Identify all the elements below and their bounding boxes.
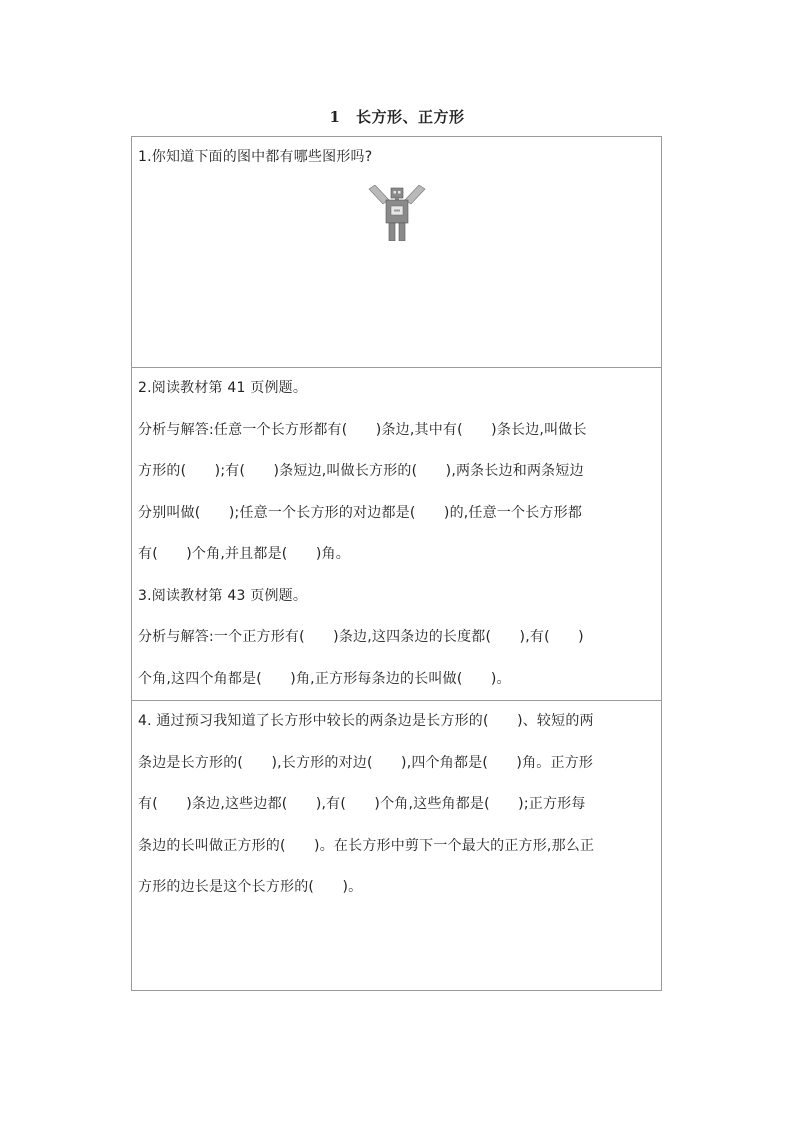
question-1-cell	[132, 137, 661, 368]
question-3-title: 3.阅读教材第 43 页例题。	[138, 587, 308, 604]
question-4-text-line-3: 有( )条边,这些边都( ),有( )个角,这些角都是( );正方形每	[138, 796, 586, 812]
worksheet-table	[131, 136, 662, 991]
robot-left-eye	[394, 191, 397, 194]
question-2-title: 2.阅读教材第 41 页例题。	[138, 380, 308, 396]
robot-neck	[395, 198, 399, 200]
question-4-text-line-5: 方形的边长是这个长方形的( )。	[138, 879, 363, 895]
question-2-text-line-2: 方形的( );有( )条短边,叫做长方形的( ),两条长边和两条短边	[138, 463, 584, 479]
robot-illustration	[366, 185, 428, 241]
question-2-text-line-1: 分析与解答:任意一个长方形都有( )条边,其中有( )条长边,叫做长	[138, 421, 587, 438]
question-2-text-line-4: 有( )个角,并且都是( )角。	[138, 546, 350, 562]
question-3-text-line-2: 个角,这四个角都是( )角,正方形每条边的长叫做( )。	[138, 670, 511, 687]
question-2-text-line-3: 分别叫做( );任意一个长方形的对边都是( )的,任意一个长方形都	[138, 504, 583, 521]
question-3-text-line-1: 分析与解答:一个正方形有( )条边,这四条边的长度都( ),有( )	[138, 629, 584, 645]
questions-2-3-cell	[132, 368, 661, 701]
robot-right-leg	[399, 223, 405, 241]
page-title: 1 长方形、正方形	[329, 108, 465, 126]
robot-chest-mark	[394, 210, 400, 212]
question-4-text-line-2: 条边是长方形的( ),长方形的对边( ),四个角都是( )角。正方形	[138, 754, 594, 771]
robot-right-eye	[398, 191, 401, 194]
question-4-text-line-1: 4. 通过预习我知道了长方形中较长的两条边是长方形的( )、较短的两	[138, 713, 594, 729]
robot-left-leg	[389, 223, 395, 241]
question-4-text-line-4: 条边的长叫做正方形的( )。在长方形中剪下一个最大的正方形,那么正	[138, 837, 595, 854]
question-4-cell	[132, 701, 661, 990]
robot-head	[391, 188, 403, 198]
question-1-prompt: 1.你知道下面的图中都有哪些图形吗?	[138, 149, 373, 165]
